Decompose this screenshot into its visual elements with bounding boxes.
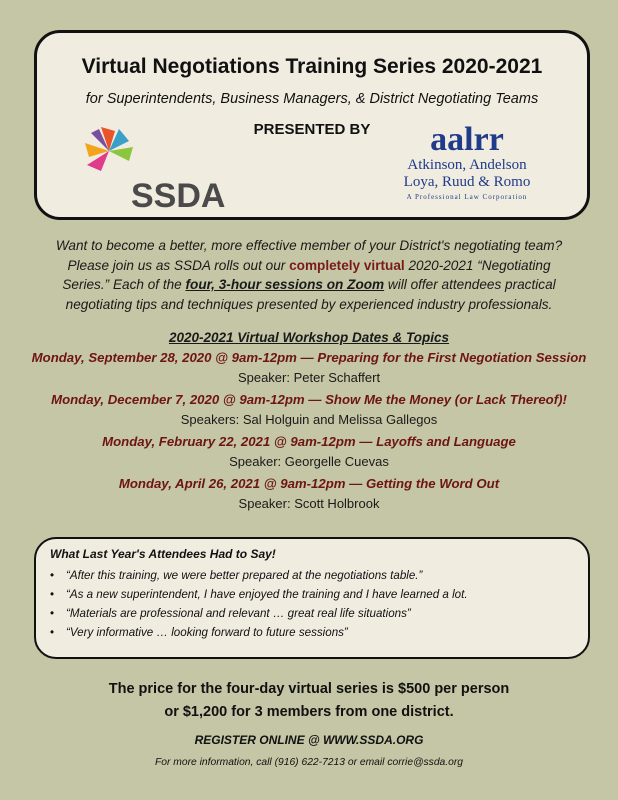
intro-highlight: completely virtual xyxy=(289,257,405,273)
testimonial-item xyxy=(50,604,574,623)
intro-line-2 xyxy=(20,256,598,276)
bullet-icon: • xyxy=(50,626,55,639)
aalrr-line-3: A Professional Law Corporation xyxy=(406,193,528,201)
intro-text: 2020-2021 “Negotiating xyxy=(404,257,551,273)
testimonial-item xyxy=(50,585,574,604)
testimonial-text: “After this training, we were better prepared at the negotiations table.” xyxy=(66,569,423,582)
header-box xyxy=(34,30,590,220)
intro-text: Series.” Each of the xyxy=(62,277,186,292)
intro-paragraph xyxy=(20,236,598,314)
testimonial-item xyxy=(50,623,574,642)
session-title: Monday, February 22, 2021 @ 9am-12pm — Layoffs and Language xyxy=(102,434,516,449)
aalrr-logo xyxy=(377,123,557,213)
bullet-icon: • xyxy=(50,569,55,582)
aalrr-mark: aalrr xyxy=(430,121,504,158)
testimonial-item xyxy=(50,566,574,585)
page-subtitle: for Superintendents, Business Managers, & District Negotiating Teams xyxy=(85,91,539,107)
presented-by-label: PRESENTED BY xyxy=(253,121,371,138)
ssda-logo-text: SSDA xyxy=(131,177,226,215)
ssda-leaf-icon xyxy=(79,121,139,181)
workshop-heading: 2020-2021 Virtual Workshop Dates & Topics xyxy=(168,330,450,345)
price-line-1: The price for the four-day virtual series is $500 per person xyxy=(108,681,510,697)
session-title: Monday, September 28, 2020 @ 9am-12pm — Preparing for the First Negotiation Session xyxy=(31,350,587,365)
intro-text: will offer attendees practical xyxy=(384,277,556,292)
testimonial-text: “As a new superintendent, I have enjoyed the training and I have learned a lot. xyxy=(66,588,468,601)
testimonial-text: “Materials are professional and relevant … great real life situations” xyxy=(66,607,411,620)
testimonials-box xyxy=(34,537,590,659)
ssda-logo xyxy=(79,121,239,215)
register-link[interactable]: REGISTER ONLINE @ WWW.SSDA.ORG xyxy=(194,733,424,747)
intro-line-4: negotiating tips and techniques presented by experienced industry professionals. xyxy=(65,296,553,312)
bullet-icon: • xyxy=(50,588,55,601)
page-title: Virtual Negotiations Training Series 2020-2021 xyxy=(81,55,543,78)
aalrr-line-1: Atkinson, Andelson xyxy=(407,157,527,173)
intro-line-1: Want to become a better, more effective member of your District's negotiating team? xyxy=(55,238,563,253)
session-speaker: Speaker: Scott Holbrook xyxy=(238,496,380,511)
session-title: Monday, April 26, 2021 @ 9am-12pm — Getting the Word Out xyxy=(118,476,500,491)
pricing xyxy=(0,678,618,724)
session-title: Monday, December 7, 2020 @ 9am-12pm — Show Me the Money (or Lack Thereof)! xyxy=(51,392,567,407)
testimonials-heading: What Last Year's Attendees Had to Say! xyxy=(50,547,276,561)
aalrr-line-2: Loya, Ruud & Romo xyxy=(403,174,531,190)
session-speaker: Speaker: Georgelle Cuevas xyxy=(229,454,389,469)
session-speaker: Speakers: Sal Holguin and Melissa Gallegos xyxy=(180,412,438,427)
workshop-schedule xyxy=(0,330,618,513)
intro-underline: four, 3-hour sessions on Zoom xyxy=(185,277,385,292)
intro-line-3 xyxy=(20,275,598,295)
bullet-icon: • xyxy=(50,607,55,620)
contact-info: For more information, call (916) 622-7213 or email corrie@ssda.org xyxy=(154,757,464,768)
session-speaker: Speaker: Peter Schaffert xyxy=(237,370,381,385)
intro-text: Please join us as SSDA rolls out our xyxy=(67,257,290,273)
testimonial-text: “Very informative … looking forward to future sessions” xyxy=(66,626,348,639)
price-line-2: or $1,200 for 3 members from one district. xyxy=(164,704,454,720)
